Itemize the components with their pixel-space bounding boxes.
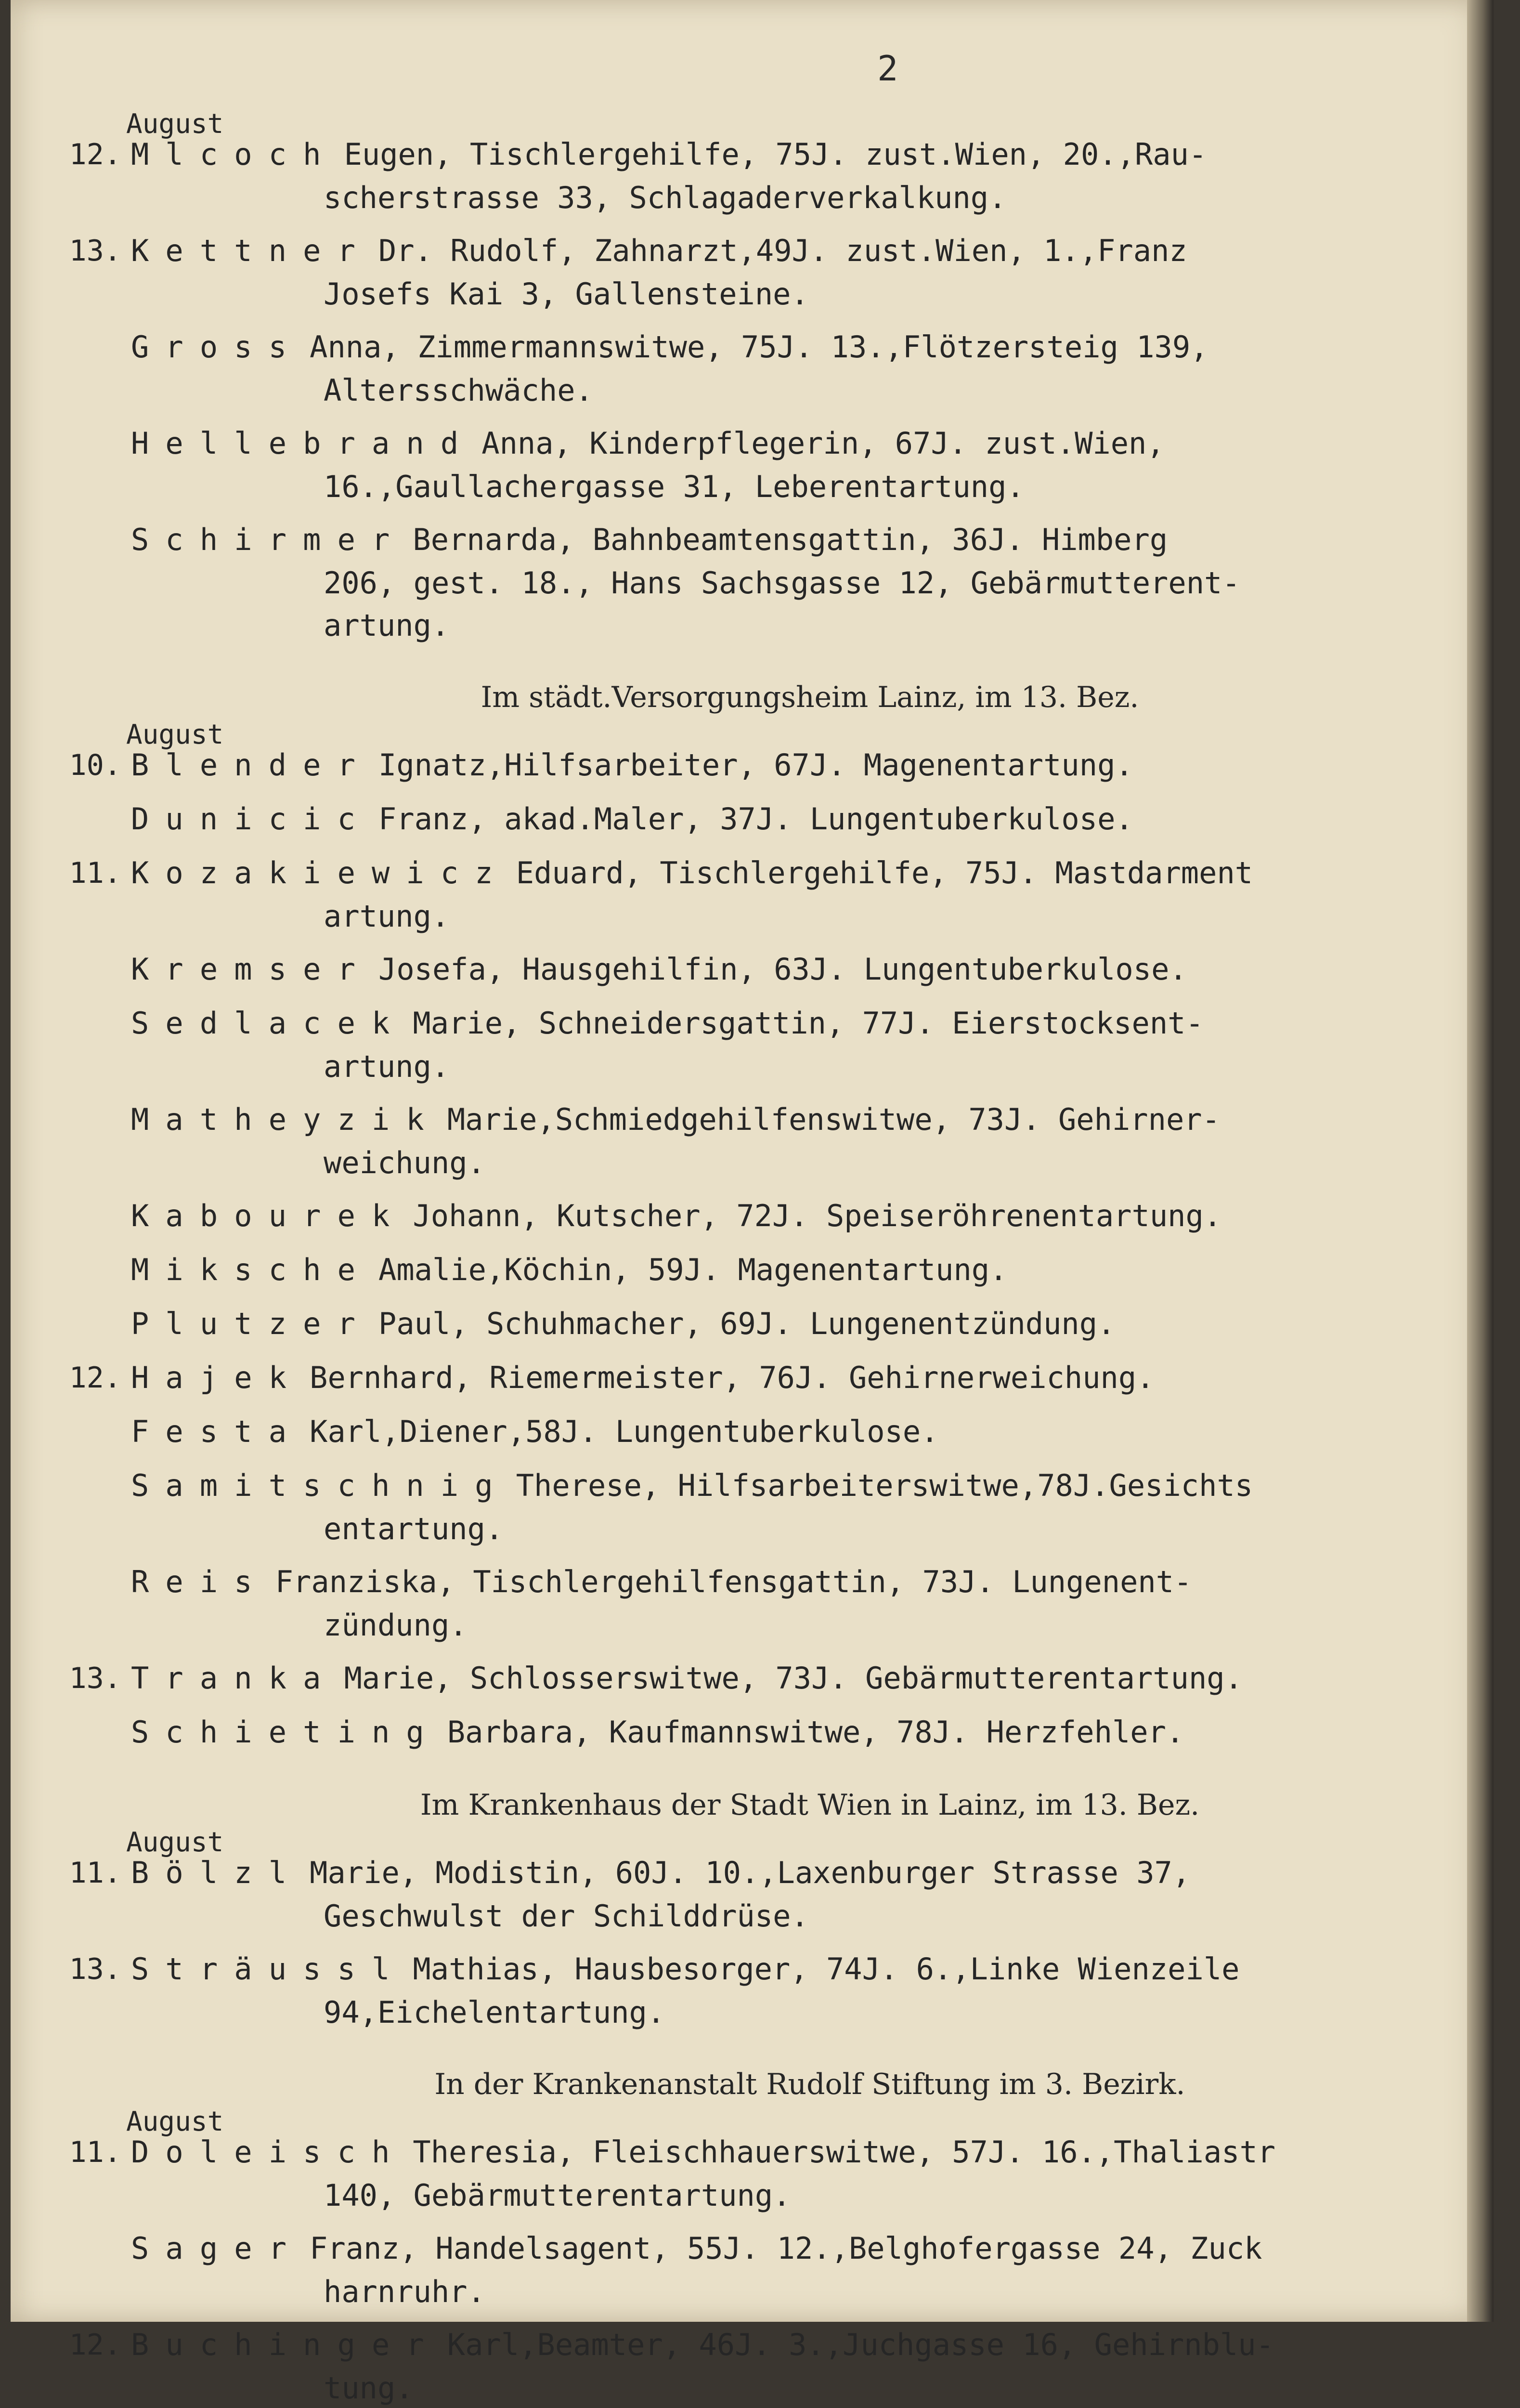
surname: Gross — [131, 329, 303, 365]
entry-line — [131, 229, 1489, 273]
entry-details: Franz, Handelsagent, 55J. 12.,Belghofergasse 24, Zuck — [310, 2231, 1262, 2266]
entry-details: Bernarda, Bahnbeamtensgattin, 36J. Himberg — [413, 522, 1168, 557]
surname: Plutzer — [131, 1306, 372, 1341]
entry-line — [131, 518, 1489, 562]
entry-continuation: 16.,Gaullachergasse 31, Leberentartung. — [324, 469, 1025, 504]
death-register-list — [69, 104, 1489, 2408]
register-entry — [131, 1194, 1489, 1238]
entry-details: Johann, Kutscher, 72J. Speiseröhrenentartung. — [413, 1198, 1222, 1233]
entry-line — [131, 325, 1489, 369]
entry-details: Marie,Schmiedgehilfenswitwe, 73J. Gehirner- — [447, 1102, 1220, 1137]
entry-line — [131, 1001, 1489, 1046]
entry-details: Marie, Schlosserswitwe, 73J. Gebärmutterentartung. — [344, 1661, 1243, 1696]
entry-line — [131, 743, 1489, 787]
entry-details: Dr. Rudolf, Zahnarzt,49J. zust.Wien, 1.,Franz — [378, 233, 1187, 268]
day-number: 12. — [69, 2328, 121, 2362]
surname: Festa — [131, 1414, 303, 1449]
entry-continuation: 140, Gebärmutterentartung. — [324, 2178, 791, 2213]
day-number: 13. — [69, 234, 121, 268]
entry-details: Karl,Diener,58J. Lungentuberkulose. — [310, 1414, 939, 1449]
register-entry — [131, 421, 1489, 508]
entry-line — [131, 2323, 1489, 2367]
entry-line — [131, 1710, 1489, 1754]
entry-continuation: artung. — [324, 608, 450, 643]
entry-continuation: 94,Eichelentartung. — [324, 1995, 665, 2030]
entry-details: Anna, Zimmermannswitwe, 75J. 13.,Flötzersteig 139, — [310, 329, 1208, 365]
entry-continuation: weichung. — [324, 1145, 485, 1180]
entry-details: Amalie,Köchin, 59J. Magenentartung. — [378, 1252, 1008, 1287]
section-heading: Im Krankenhaus der Stadt Wien in Lainz, im 13. Bez. — [420, 1788, 1200, 1822]
entry-details: Mathias, Hausbesorger, 74J. 6.,Linke Wienzeile — [413, 1951, 1240, 1987]
entry-details: Franziska, Tischlergehilfensgattin, 73J. Lungenent- — [275, 1564, 1192, 1599]
surname: Kabourek — [131, 1198, 406, 1233]
entry-continuation: artung. — [324, 899, 450, 934]
register-entry — [131, 947, 1489, 992]
surname: Sträussl — [131, 1951, 406, 1987]
day-number: 11. — [69, 2135, 121, 2169]
entry-continuation: scherstrasse 33, Schlagaderverkalkung. — [324, 180, 1007, 215]
surname: Doleisch — [131, 2134, 406, 2170]
entry-line — [131, 947, 1489, 992]
entry-continuation: zündung. — [324, 1608, 468, 1643]
entry-line — [131, 1947, 1489, 1991]
day-number: 13. — [69, 1662, 121, 1695]
register-entry — [131, 1098, 1489, 1184]
surname: Miksche — [131, 1252, 372, 1287]
day-number: 12. — [69, 1361, 121, 1395]
book-binding — [1467, 0, 1494, 2322]
document-page — [11, 0, 1494, 2406]
entry-continuation: Josefs Kai 3, Gallensteine. — [324, 276, 809, 312]
entry-line — [131, 1560, 1489, 1604]
day-number: 11. — [69, 856, 121, 890]
entry-line — [131, 797, 1489, 841]
section-heading: Im städt.Versorgungsheim Lainz, im 13. Bez. — [481, 681, 1139, 714]
page-number: 2 — [877, 48, 898, 89]
register-entry — [131, 797, 1489, 841]
surname: Kettner — [131, 233, 372, 268]
register-entry — [131, 1248, 1489, 1292]
entry-details: Marie, Schneidersgattin, 77J. Eierstocksent- — [413, 1006, 1204, 1041]
register-entry — [69, 851, 1489, 938]
entry-line — [131, 1098, 1489, 1142]
register-entry — [69, 229, 1489, 315]
entry-line — [131, 2130, 1489, 2174]
surname: Samitschnig — [131, 1468, 509, 1503]
entry-details: Marie, Modistin, 60J. 10.,Laxenburger Strasse 37, — [310, 1855, 1191, 1890]
surname: Buchinger — [131, 2327, 441, 2362]
register-entry — [131, 1560, 1489, 1647]
entry-line — [131, 1356, 1489, 1400]
surname: Hellebrand — [131, 426, 475, 461]
entry-details: Anna, Kinderpflegerin, 67J. zust.Wien, — [481, 426, 1165, 461]
entry-details: Josefa, Hausgehilfin, 63J. Lungentuberkulose. — [378, 952, 1187, 987]
entry-continuation: 206, gest. 18., Hans Sachsgasse 12, Gebärmutterent- — [324, 565, 1240, 601]
register-entry — [131, 1001, 1489, 1088]
surname: Sager — [131, 2231, 303, 2266]
entry-details: Karl,Beamter, 46J. 3.,Juchgasse 16, Gehirnblu- — [447, 2327, 1274, 2362]
entry-continuation: tung. — [324, 2370, 414, 2406]
entry-line — [131, 132, 1489, 177]
entry-continuation: Geschwulst der Schilddrüse. — [324, 1898, 809, 1934]
surname: Mlcoch — [131, 137, 338, 172]
entry-details: Franz, akad.Maler, 37J. Lungentuberkulose. — [378, 801, 1133, 837]
register-entry — [131, 518, 1489, 647]
entry-details: Barbara, Kaufmannswitwe, 78J. Herzfehler. — [447, 1714, 1184, 1750]
register-entry — [131, 1464, 1489, 1550]
day-number: 13. — [69, 1952, 121, 1986]
entry-details: Ignatz,Hilfsarbeiter, 67J. Magenentartung. — [378, 747, 1133, 783]
surname: Bölzl — [131, 1855, 303, 1890]
month-label: August — [126, 719, 224, 750]
entry-continuation: entartung. — [324, 1511, 504, 1546]
register-entry — [131, 325, 1489, 412]
entry-continuation: harnruhr. — [324, 2274, 485, 2309]
surname: Schirmer — [131, 522, 406, 557]
entry-line — [131, 1410, 1489, 1454]
entry-continuation: Altersschwäche. — [324, 373, 593, 408]
register-entry — [69, 108, 1489, 219]
entry-details: Therese, Hilfsarbeiterswitwe,78J.Gesichts — [516, 1468, 1253, 1503]
entry-line — [131, 1194, 1489, 1238]
register-entry — [69, 1656, 1489, 1701]
register-entry — [131, 1710, 1489, 1754]
entry-line — [131, 1302, 1489, 1346]
month-label: August — [126, 2106, 224, 2137]
surname: Blender — [131, 747, 372, 783]
section-heading: In der Krankenanstalt Rudolf Stiftung im 3. Bezirk. — [434, 2068, 1185, 2101]
entry-line — [131, 1851, 1489, 1895]
surname: Schieting — [131, 1714, 441, 1750]
day-number: 12. — [69, 138, 121, 171]
entry-line — [131, 1464, 1489, 1508]
day-number: 10. — [69, 748, 121, 782]
month-label: August — [126, 108, 224, 140]
entry-details: Eugen, Tischlergehilfe, 75J. zust.Wien, 20.,Rau- — [344, 137, 1207, 172]
register-entry — [69, 1356, 1489, 1400]
entry-line — [131, 421, 1489, 466]
register-entry — [69, 719, 1489, 787]
register-entry — [69, 2106, 1489, 2217]
entry-line — [131, 2226, 1489, 2271]
month-label: August — [126, 1827, 224, 1858]
register-entry — [131, 2226, 1489, 2313]
surname: Matheyzik — [131, 1102, 441, 1137]
entry-details: Bernhard, Riemermeister, 76J. Gehirnerweichung. — [310, 1360, 1155, 1395]
register-entry — [69, 1827, 1489, 1937]
entry-line — [131, 851, 1489, 895]
surname: Sedlacek — [131, 1006, 406, 1041]
entry-details: Eduard, Tischlergehilfe, 75J. Mastdarment — [516, 855, 1253, 890]
surname: Kremser — [131, 952, 372, 987]
register-entry — [69, 2323, 1489, 2408]
entry-line — [131, 1656, 1489, 1701]
surname: Kozakiewicz — [131, 855, 509, 890]
day-number: 11. — [69, 1856, 121, 1890]
surname: Hajek — [131, 1360, 303, 1395]
entry-continuation: artung. — [324, 1049, 450, 1084]
register-entry — [69, 1947, 1489, 2034]
register-entry — [131, 1410, 1489, 1454]
entry-details: Theresia, Fleischhauerswitwe, 57J. 16.,Thaliastr — [413, 2134, 1276, 2170]
register-entry — [131, 1302, 1489, 1346]
entry-line — [131, 1248, 1489, 1292]
surname: Tranka — [131, 1661, 338, 1696]
surname: Reis — [131, 1564, 269, 1599]
surname: Dunicic — [131, 801, 372, 837]
entry-details: Paul, Schuhmacher, 69J. Lungenentzündung. — [378, 1306, 1116, 1341]
